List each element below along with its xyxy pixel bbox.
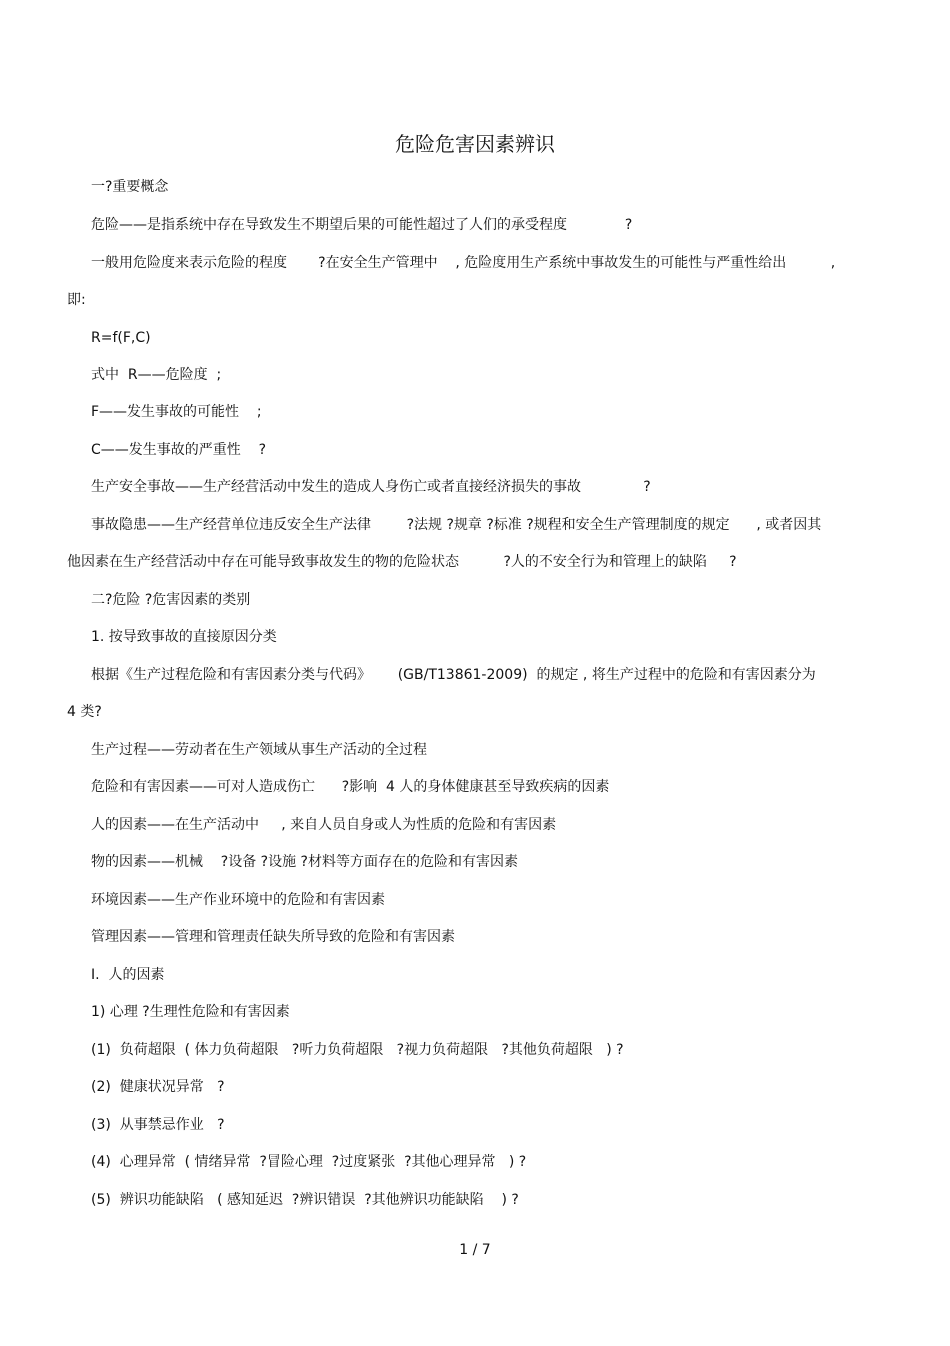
paragraph-continuation: 他因素在生产经营活动中存在可能导致事故发生的物的危险状态 ?人的不安全行为和管理上的缺陷 ? (67, 554, 737, 570)
definition-process: 生产过程——劳动者在生产领域从事生产活动的全过程 (91, 742, 427, 758)
paragraph-danger-def: 危险——是指系统中存在导致发生不期望后果的可能性超过了人们的承受程度 ? (91, 217, 633, 233)
paragraph-danger-degree: 一般用危险度来表示危险的程度 ?在安全生产管理中 , 危险度用生产系统中事故发生的可能性与严重性给出 , (91, 255, 836, 271)
list-heading-human: I. 人的因素 (91, 967, 165, 983)
formula-term-c: C——发生事故的严重性 ? (91, 442, 267, 458)
formula: R=f(F,C) (91, 330, 151, 346)
definition-hazard: 危险和有害因素——可对人造成伤亡 ?影响 4 人的身体健康甚至导致疾病的因素 (91, 779, 610, 795)
section-heading-1: 一?重要概念 (91, 179, 169, 195)
section-heading-2: 二?危险 ?危害因素的类别 (91, 592, 251, 608)
definition-human: 人的因素——在生产活动中 , 来自人员自身或人为性质的危险和有害因素 (91, 817, 557, 833)
formula-term-r: 式中 R——危险度 ; (91, 367, 222, 383)
list-item: (3) 从事禁忌作业 ? (91, 1117, 225, 1133)
list-item: (5) 辨识功能缺陷 ( 感知延迟 ?辨识错误 ?其他辨识功能缺陷 ) ? (91, 1192, 519, 1208)
list-item: (1) 负荷超限 ( 体力负荷超限 ?听力负荷超限 ?视力负荷超限 ?其他负荷超限 ) ? (91, 1042, 624, 1058)
definition-management: 管理因素——管理和管理责任缺失所导致的危险和有害因素 (91, 929, 455, 945)
list-item: (2) 健康状况异常 ? (91, 1079, 225, 1095)
paragraph-hazard-def: 事故隐患——生产经营单位违反安全生产法律 ?法规 ?规章 ?标准 ?规程和安全生产管理制度的规定 , 或者因其 (91, 517, 822, 533)
paragraph-continuation: 即: (67, 292, 86, 308)
document-title: 危险危害因素辨识 (395, 132, 555, 156)
subsection-heading: 1. 按导致事故的直接原因分类 (91, 629, 277, 645)
formula-term-f: F——发生事故的可能性 ; (91, 404, 262, 420)
definition-object: 物的因素——机械 ?设备 ?设施 ?材料等方面存在的危险和有害因素 (91, 854, 518, 870)
list-item: (4) 心理异常 ( 情绪异常 ?冒险心理 ?过度紧张 ?其他心理异常 ) ? (91, 1154, 527, 1170)
list-subheading: 1) 心理 ?生理性危险和有害因素 (91, 1004, 290, 1020)
page-number: 1 / 7 (459, 1242, 491, 1258)
paragraph-continuation: 4 类? (67, 704, 102, 720)
definition-environment: 环境因素——生产作业环境中的危险和有害因素 (91, 892, 385, 908)
paragraph-accident-def: 生产安全事故——生产经营活动中发生的造成人身伤亡或者直接经济损失的事故 ? (91, 479, 651, 495)
paragraph-standard: 根据《生产过程危险和有害因素分类与代码》 (GB/T13861-2009) 的规定 , 将生产过程中的危险和有害因素分为 (91, 667, 816, 683)
